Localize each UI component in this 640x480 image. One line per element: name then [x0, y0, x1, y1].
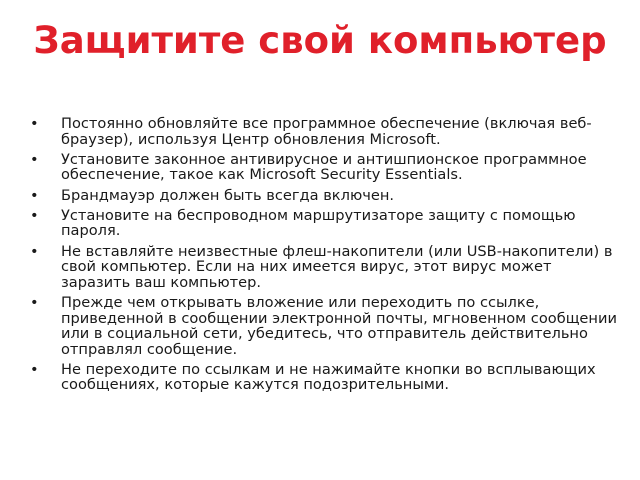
bullet-item-7	[28, 362, 618, 393]
bullet-item-4	[28, 208, 618, 239]
bullet-text: Прежде чем открывать вложение или переходить по ссылке, приведенной в сообщении электронной почты, мгновенном сообщении или в социальной сети, убедитесь, что отправитель действительно отправлял сообщение.	[61, 293, 617, 358]
bullet-item-3	[28, 188, 618, 204]
bullet-marker: •	[30, 115, 39, 132]
bullet-item-2	[28, 152, 618, 183]
bullet-item-1	[28, 116, 618, 147]
slide-title: Защитите свой компьютер	[33, 19, 607, 62]
bullet-list	[28, 116, 618, 398]
bullet-text: Установите законное антивирусное и антишпионское программное обеспечение, такое как Microsoft Security Essentials.	[61, 150, 587, 184]
bullet-marker: •	[30, 242, 39, 260]
bullet-marker: •	[30, 360, 39, 378]
bullet-text: Постоянно обновляйте все программное обеспечение (включая веб-браузер), используя Центр обновления Microsoft.	[61, 115, 592, 148]
bullet-item-6	[28, 295, 618, 357]
bullet-text: Брандмауэр должен быть всегда включен.	[61, 186, 395, 204]
bullet-marker: •	[30, 206, 39, 224]
bullet-text: Не вставляйте неизвестные флеш-накопители (или USB-накопители) в свой компьютер. Если на них имеется вирус, этот вирус может заразить ваш компьютер.	[61, 242, 613, 291]
bullet-item-5	[28, 244, 618, 291]
bullet-text: Установите на беспроводном маршрутизаторе защиту с помощью пароля.	[61, 206, 576, 240]
bullet-text: Не переходите по ссылкам и не нажимайте кнопки во всплывающих сообщениях, которые кажутся подозрительными.	[61, 360, 596, 394]
bullet-marker: •	[30, 150, 39, 168]
bullet-marker: •	[30, 186, 39, 204]
bullet-marker: •	[30, 293, 39, 311]
